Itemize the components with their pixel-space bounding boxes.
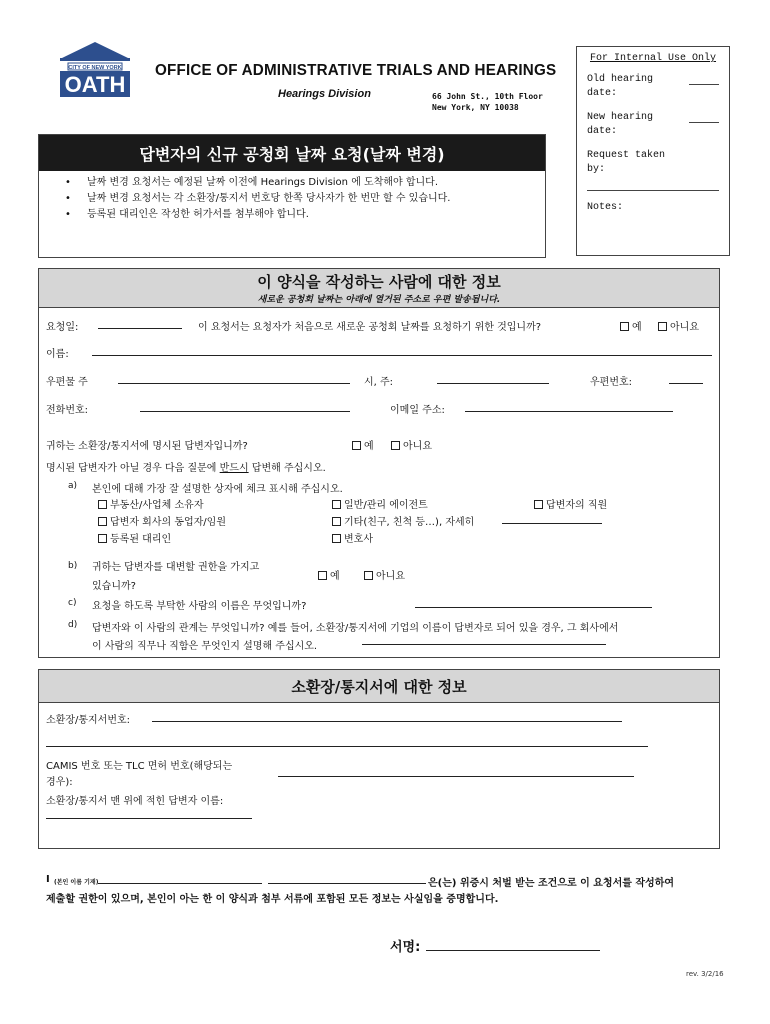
qd-letter: d) — [68, 620, 78, 630]
city-state-label: 시, 주: — [364, 377, 394, 388]
checkbox[interactable] — [98, 517, 107, 526]
signature-label: 서명: — [390, 940, 421, 955]
revision-text: rev. 3/2/16 — [686, 970, 724, 978]
summons-field-2[interactable] — [46, 746, 648, 747]
option-employee[interactable]: 답변자의 직원 — [534, 496, 607, 511]
section1-title: 이 양식을 작성하는 사람에 대한 정보 — [257, 273, 501, 291]
new-date-field[interactable] — [689, 111, 719, 123]
internal-use-title: For Internal Use Only — [589, 53, 717, 64]
checkbox[interactable] — [391, 441, 400, 450]
request-date-label: 요청일: — [46, 322, 79, 333]
option-agent[interactable]: 일반/관리 에이전트 — [332, 496, 428, 511]
checkbox[interactable] — [332, 534, 341, 543]
email-field[interactable] — [465, 411, 673, 412]
qd-text: 답변자와 이 사람의 관계는 무엇입니까? 예를 들어, 소환장/통지서에 기업의 이름이 답변자로 되어 있을 경우, 그 회사에서 이 사람의 직무나 직함은 무엇인지 설명해 주십시오. — [92, 623, 619, 652]
instruction-item: • 날짜 변경 요청서는 예정된 날짜 이전에 Hearings Division 에 도착해야 합니다. — [65, 175, 545, 191]
checkbox[interactable] — [658, 322, 667, 331]
first-request-yes[interactable]: 예 — [620, 318, 642, 333]
mail-address-label: 우편물 주 — [46, 377, 88, 388]
internal-use-box: For Internal Use Only Old hearing date: New hearing date: Request taken by: Notes: — [576, 46, 730, 256]
qc-text: 요청을 하도록 부탁한 사람의 이름은 무엇입니까? — [92, 601, 307, 612]
city-state-field[interactable] — [437, 383, 549, 384]
name-field[interactable] — [92, 355, 712, 356]
qb-letter: b) — [68, 561, 78, 571]
phone-field[interactable] — [140, 411, 350, 412]
logo-top-text: CITY OF NEW YORK — [68, 65, 122, 71]
logo-text: OATH — [64, 72, 126, 97]
section2-title: 소환장/통지서에 대한 정보 — [291, 678, 467, 696]
option-attorney[interactable]: 변호사 — [332, 530, 373, 545]
checkbox[interactable] — [98, 534, 107, 543]
option-registered[interactable]: 등록된 대리인 — [98, 530, 171, 545]
cert-line2: 제출할 권한이 있으며, 본인이 아는 한 이 양식과 첨부 서류에 포함된 모든 정보는 사실임을 증명합니다. — [46, 894, 499, 905]
cert-i-label: I — [46, 874, 50, 885]
qb-no[interactable]: 아니요 — [364, 567, 405, 582]
qa-letter: a) — [68, 481, 78, 491]
section1-subtitle: 새로운 공청회 날짜는 아래에 열거된 주소로 우편 발송됩니다. — [257, 295, 501, 305]
cert-name-field-2[interactable] — [268, 883, 426, 884]
other-detail-field[interactable] — [502, 523, 602, 524]
mail-address-field[interactable] — [118, 383, 350, 384]
qb-yes[interactable]: 예 — [318, 567, 340, 582]
qb-text: 귀하는 답변자를 대변할 권한을 가지고 있습니까? — [92, 562, 260, 592]
instruction-item: • 등록된 대리인은 작성한 허가서를 첨부해야 합니다. — [65, 207, 545, 223]
first-request-no[interactable]: 아니요 — [658, 318, 699, 333]
named-respondent-no[interactable]: 아니요 — [391, 437, 432, 452]
form-title-box — [38, 134, 546, 258]
checkbox[interactable] — [534, 500, 543, 509]
checkbox[interactable] — [620, 322, 629, 331]
phone-label: 전화번호: — [46, 405, 89, 416]
cert-name-hint: (본인 이름 기재) — [54, 879, 99, 886]
respondent-name-field[interactable] — [46, 818, 252, 819]
form-title: 답변자의 신규 공청회 날짜 요청(날짜 변경) — [39, 135, 545, 171]
checkbox[interactable] — [98, 500, 107, 509]
checkbox[interactable] — [364, 571, 373, 580]
qa-text: 본인에 대해 가장 잘 설명한 상자에 체크 표시해 주십시오. — [92, 484, 343, 495]
if-not-instruction: 명시된 답변자가 아닐 경우 다음 질문에 반드시 답변해 주십시오. — [46, 463, 326, 474]
division-name: Hearings Division — [278, 88, 371, 100]
oath-logo — [56, 40, 134, 102]
cert-name-field[interactable] — [98, 883, 262, 884]
qd-field[interactable] — [362, 644, 606, 645]
name-label: 이름: — [46, 349, 69, 360]
instructions-list — [39, 171, 545, 223]
option-owner[interactable]: 부동산/사업체 소유자 — [98, 496, 204, 511]
summons-field[interactable] — [152, 721, 622, 722]
cert-line1-tail: 은(는) 위증시 처벌 받는 조건으로 이 요청서를 작성하여 — [428, 878, 675, 889]
option-partner[interactable]: 답변자 회사의 동업자/임원 — [98, 513, 226, 528]
camis-field[interactable] — [278, 776, 634, 777]
signature-field[interactable] — [426, 950, 600, 951]
email-label: 이메일 주소: — [390, 405, 445, 416]
old-date-field[interactable] — [689, 73, 719, 85]
respondent-name-label: 소환장/통지서 맨 위에 적힌 답변자 이름: — [46, 796, 224, 807]
summons-label: 소환장/통지서번호: — [46, 715, 131, 726]
checkbox[interactable] — [352, 441, 361, 450]
org-title: OFFICE OF ADMINISTRATIVE TRIALS AND HEARINGS — [155, 62, 557, 79]
named-respondent-yes[interactable]: 예 — [352, 437, 374, 452]
option-other[interactable]: 기타(친구, 친척 등…), 자세히 — [332, 513, 474, 528]
instruction-item: • 날짜 변경 요청서는 각 소환장/통지서 번호당 한쪽 당사자가 한 번만 할 수 있습니다. — [65, 191, 545, 207]
zip-label: 우편번호: — [590, 377, 633, 388]
request-taken-field[interactable] — [587, 177, 719, 191]
qc-letter: c) — [68, 598, 77, 608]
qc-field[interactable] — [415, 607, 652, 608]
checkbox[interactable] — [332, 500, 341, 509]
camis-label: CAMIS 번호 또는 TLC 면허 번호(해당되는 경우): — [46, 761, 233, 788]
checkbox[interactable] — [332, 517, 341, 526]
request-date-field[interactable] — [98, 328, 182, 329]
notes-label: Notes: — [587, 202, 624, 213]
first-request-question: 이 요청서는 요청자가 처음으로 새로운 공청회 날짜를 요청하기 위한 것입니까? — [198, 322, 542, 333]
address: 66 John St., 10th Floor New York, NY 10038 — [432, 92, 543, 112]
zip-field[interactable] — [669, 383, 703, 384]
checkbox[interactable] — [318, 571, 327, 580]
named-respondent-question: 귀하는 소환장/통지서에 명시된 답변자입니까? — [46, 441, 248, 452]
